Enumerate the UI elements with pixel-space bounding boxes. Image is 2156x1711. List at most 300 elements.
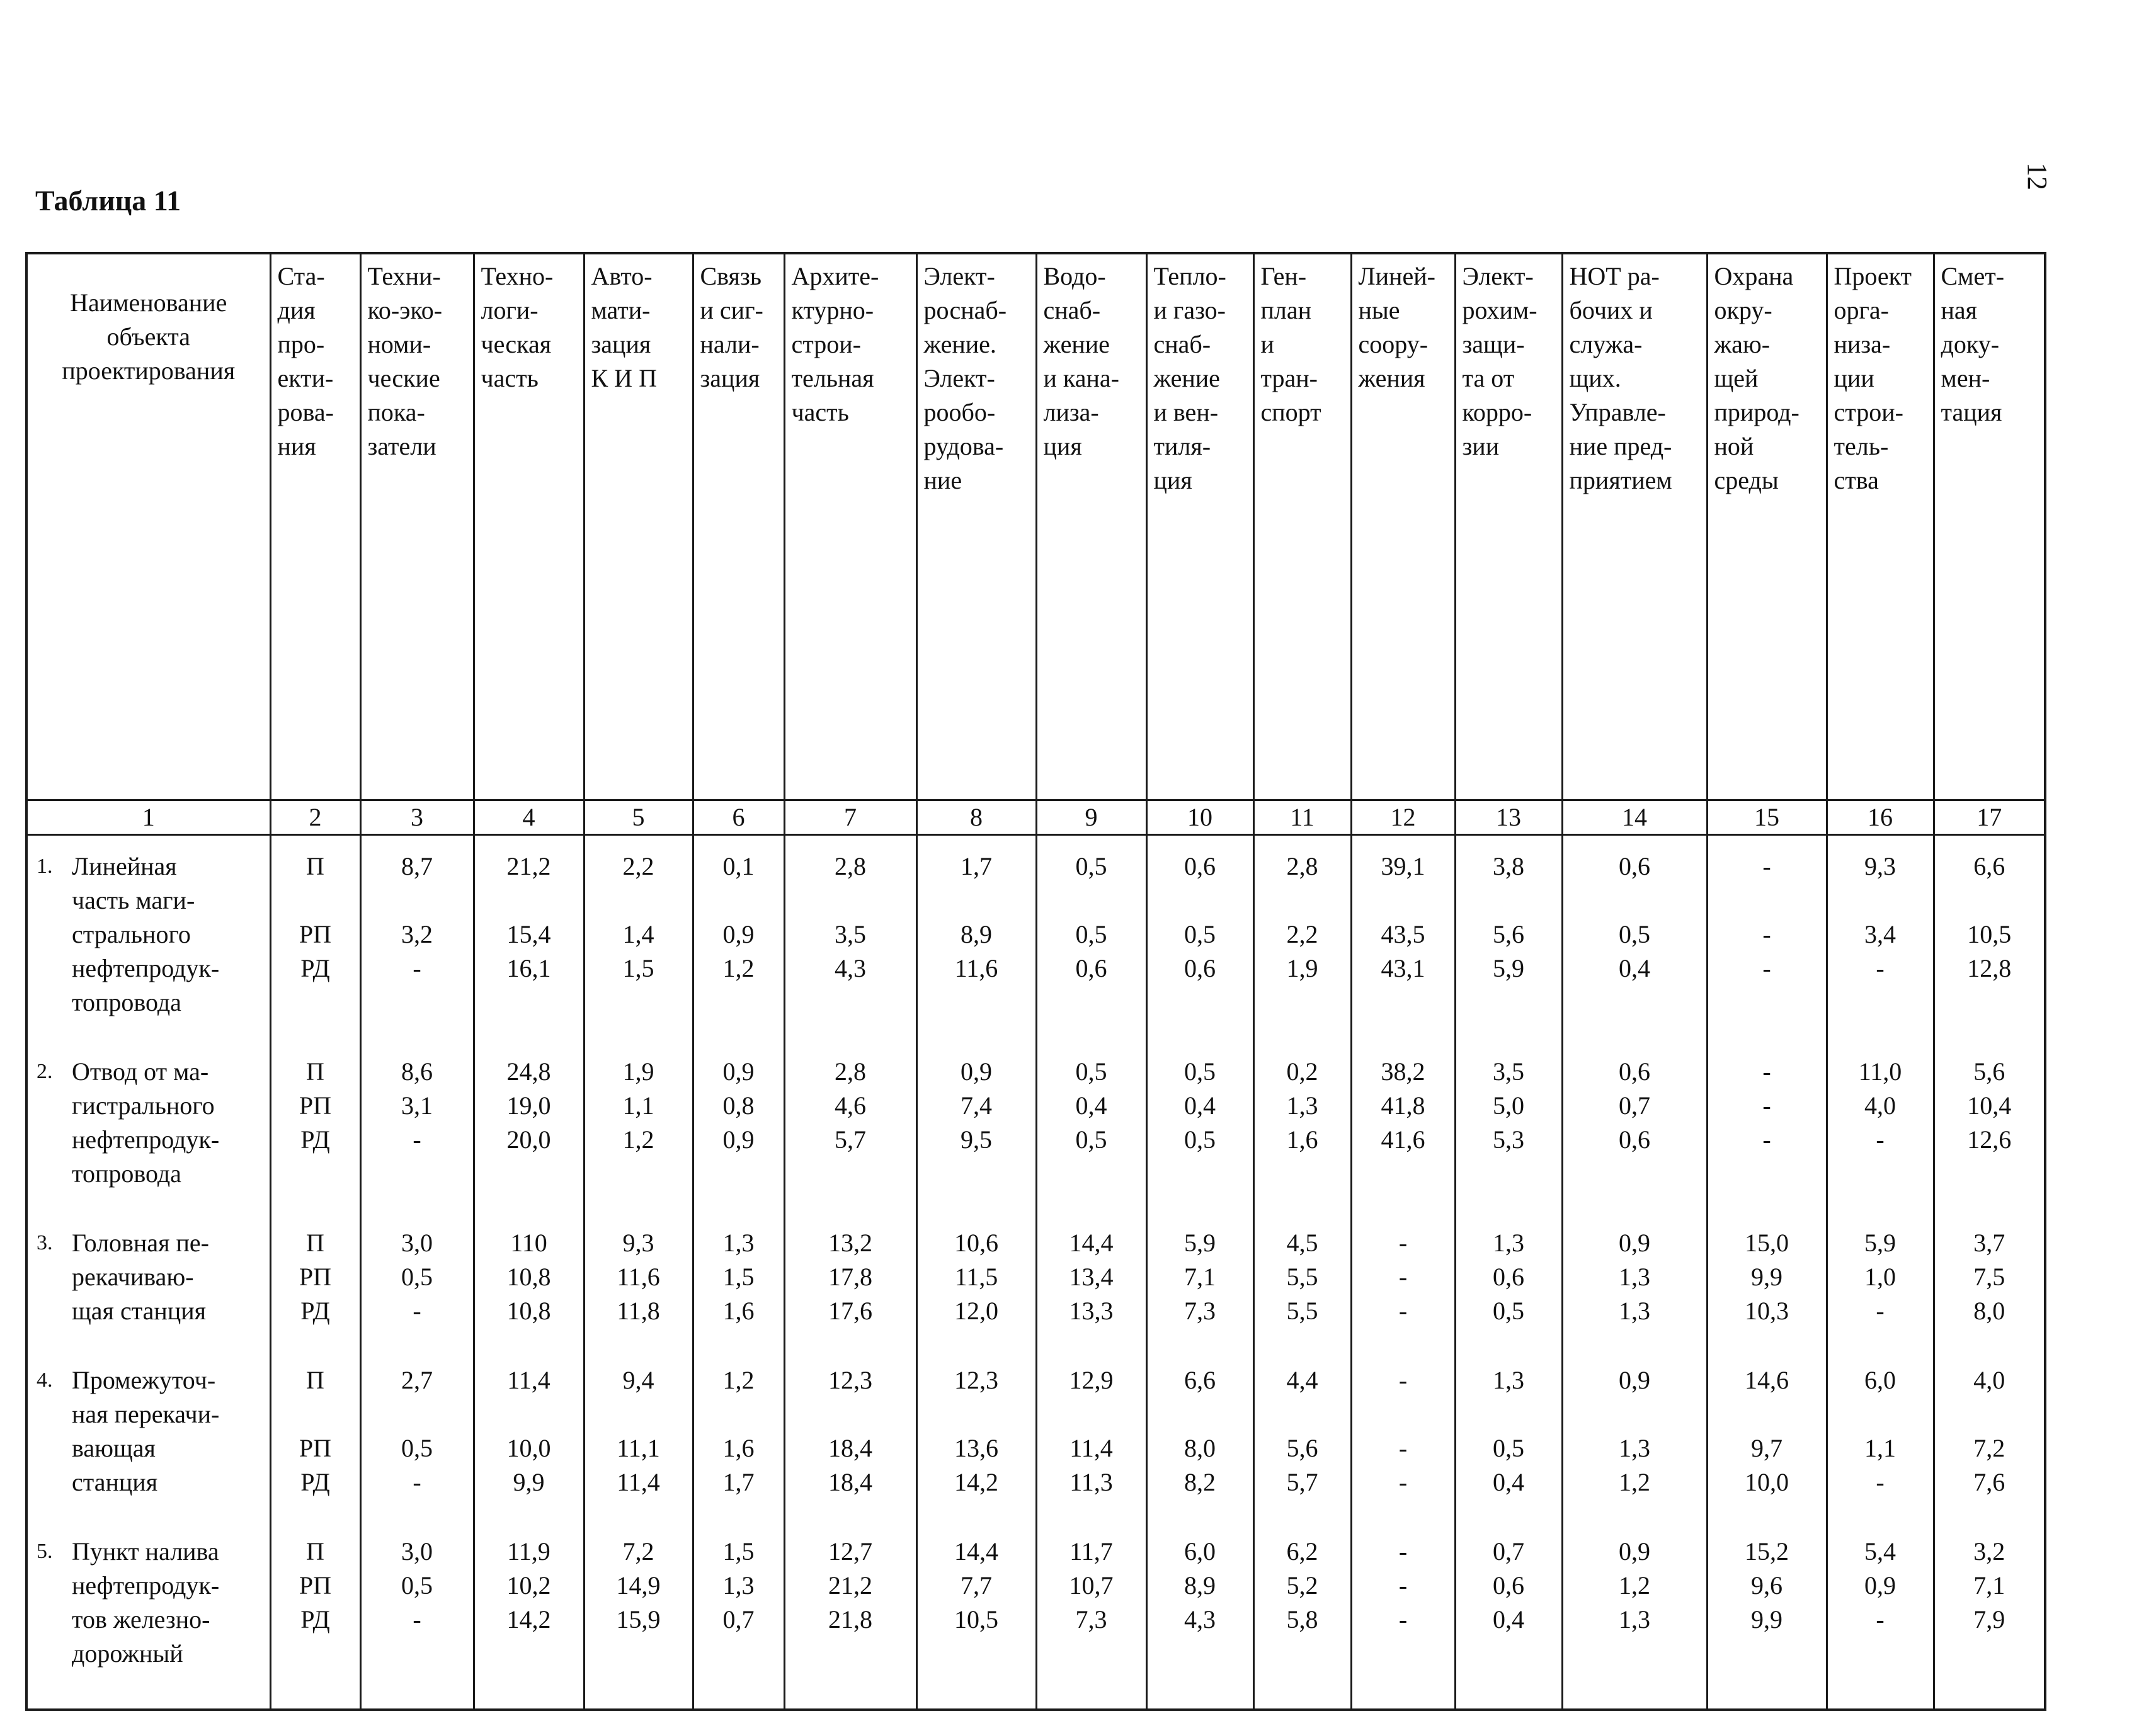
spacer-cell — [1036, 1499, 1146, 1535]
spacer-cell — [1455, 835, 1562, 850]
spacer-cell — [1562, 1671, 1707, 1710]
header-line: ческие — [367, 364, 440, 392]
spacer-cell — [916, 1328, 1036, 1363]
spacer-cell — [1562, 1328, 1707, 1363]
cell-value: - — [1762, 1125, 1771, 1154]
cell-value: 12,7 — [828, 1537, 872, 1566]
cell-value — [1352, 1397, 1454, 1431]
value-cell — [1253, 850, 1351, 1020]
cell-value: - — [413, 1297, 421, 1325]
row-number: 1. — [37, 855, 53, 878]
cell-value: 8,0 — [1973, 1297, 2005, 1325]
header-line: зация — [591, 330, 651, 358]
cell-value — [694, 884, 784, 918]
value-cell — [584, 1226, 693, 1328]
cell-value: 1,9 — [1286, 954, 1318, 982]
cell-value: 3,5 — [1493, 1057, 1524, 1086]
table-body — [26, 835, 2045, 1710]
spacer-cell — [1351, 1191, 1455, 1226]
cell-value: 9,3 — [1864, 852, 1896, 880]
cell-value: 10,6 — [954, 1229, 998, 1257]
cell-value: 1,4 — [622, 920, 654, 948]
cell-value: 2,8 — [1286, 852, 1318, 880]
value-cell — [693, 1055, 784, 1191]
cell-value: 6,6 — [1184, 1366, 1216, 1394]
value-cell — [1455, 1055, 1562, 1191]
cell-value: 4,5 — [1286, 1229, 1318, 1257]
cell-value: 6,0 — [1864, 1366, 1896, 1394]
stage-value: РП — [299, 1263, 332, 1291]
spacer-cell — [1707, 1020, 1827, 1055]
object-name-line: станция — [72, 1468, 158, 1496]
header-line: щей — [1714, 364, 1759, 392]
cell-value: 12,3 — [954, 1366, 998, 1394]
cell-value: 1,6 — [722, 1434, 755, 1462]
cell-value: 3,7 — [1973, 1229, 2005, 1257]
cell-value: 1,3 — [1619, 1263, 1650, 1291]
column-number-10: 10 — [1146, 800, 1253, 835]
cell-value: 1,1 — [1864, 1434, 1896, 1462]
cell-value — [1352, 884, 1454, 918]
cell-value: 10,7 — [1069, 1571, 1114, 1600]
spacer-cell — [1562, 1020, 1707, 1055]
cell-value: 1,3 — [1619, 1605, 1650, 1634]
value-cell — [1934, 1055, 2045, 1191]
cell-value: 7,6 — [1973, 1468, 2005, 1496]
value-cell — [693, 1226, 784, 1328]
value-cell — [916, 1226, 1036, 1328]
cell-value: 0,5 — [1184, 920, 1216, 948]
cell-value: 1,5 — [622, 954, 654, 982]
value-cell — [474, 1363, 584, 1499]
header-line: приятием — [1569, 466, 1672, 494]
cell-value: 11,8 — [617, 1297, 660, 1325]
value-cell — [1562, 1535, 1707, 1671]
cell-value: 14,6 — [1745, 1366, 1789, 1394]
header-line: ние — [923, 466, 962, 494]
object-name-line: топровода — [72, 1159, 181, 1188]
cell-value: 10,0 — [1745, 1468, 1789, 1496]
cell-value: 12,3 — [828, 1366, 872, 1394]
cell-value: 5,5 — [1286, 1297, 1318, 1325]
header-line: Техни- — [367, 262, 441, 290]
column-number-13: 13 — [1455, 800, 1562, 835]
header-line: рова- — [277, 398, 334, 426]
value-cell — [784, 1055, 916, 1191]
cell-value: 11,5 — [954, 1263, 998, 1291]
spacer-cell — [1562, 835, 1707, 850]
row-number: 5. — [37, 1540, 53, 1563]
cell-value: 0,4 — [1493, 1605, 1524, 1634]
cell-value: 0,5 — [401, 1571, 433, 1600]
cell-value: - — [1876, 1125, 1885, 1154]
value-cell — [916, 1535, 1036, 1671]
value-cell — [916, 1363, 1036, 1499]
column-header-11 — [1253, 253, 1351, 800]
cell-value: 0,9 — [1864, 1571, 1896, 1600]
spacer-cell — [1934, 1328, 2045, 1363]
value-cell — [916, 850, 1036, 1020]
cell-value: 17,8 — [828, 1263, 872, 1291]
column-number-4: 4 — [474, 800, 584, 835]
object-name-line: Пункт налива — [72, 1537, 219, 1566]
cell-value: 0,9 — [961, 1057, 992, 1086]
spacer-cell — [474, 835, 584, 850]
spacer-cell — [784, 1191, 916, 1226]
header-line: жение — [1043, 330, 1110, 358]
header-line: среды — [1714, 466, 1779, 494]
cell-value: 0,6 — [1619, 852, 1650, 880]
cell-value: 10,5 — [1967, 920, 2012, 948]
spacer-cell — [1562, 1499, 1707, 1535]
cell-value — [785, 1397, 916, 1431]
header-line: ческая — [481, 330, 552, 358]
cell-value — [1935, 1397, 2045, 1431]
cell-value — [918, 1397, 1035, 1431]
header-line: ции — [1834, 364, 1874, 392]
cell-value: 1,2 — [622, 1125, 654, 1154]
design-cost-table — [25, 252, 2046, 1711]
cell-value: 5,9 — [1184, 1229, 1216, 1257]
value-cell — [1253, 1055, 1351, 1191]
spacer-cell — [1934, 1191, 2045, 1226]
spacer-cell — [1707, 835, 1827, 850]
stage-value — [271, 1397, 360, 1431]
value-cell — [1707, 1363, 1827, 1499]
cell-value: - — [1876, 1468, 1885, 1496]
value-cell — [360, 1363, 474, 1499]
stage-value: РД — [300, 1605, 330, 1634]
value-cell — [1562, 1055, 1707, 1191]
cell-value: 0,4 — [1184, 1091, 1216, 1120]
header-line: план — [1260, 296, 1312, 324]
header-line: низа- — [1834, 330, 1891, 358]
cell-value: 5,8 — [1286, 1605, 1318, 1634]
value-cell — [1146, 1055, 1253, 1191]
cell-value: 110 — [510, 1229, 547, 1257]
header-line: служа- — [1569, 330, 1643, 358]
value-cell — [360, 1055, 474, 1191]
object-name-line: тов железно- — [72, 1605, 210, 1634]
cell-value — [1148, 1397, 1253, 1431]
cell-value: - — [413, 1605, 421, 1634]
spacer-cell — [26, 1020, 270, 1055]
cell-value — [475, 1397, 583, 1431]
header-line: Техно- — [481, 262, 554, 290]
cell-value: - — [1398, 1297, 1408, 1325]
spacer-cell — [1253, 1671, 1351, 1710]
cell-value: 0,5 — [401, 1434, 433, 1462]
stage-value: РД — [300, 1297, 330, 1325]
cell-value — [1456, 1397, 1561, 1431]
spacer-cell — [1707, 1671, 1827, 1710]
spacer-cell — [360, 835, 474, 850]
spacer-cell — [1146, 1328, 1253, 1363]
row-number: 4. — [37, 1368, 53, 1392]
value-cell — [1707, 1535, 1827, 1671]
cell-value: 5,9 — [1864, 1229, 1896, 1257]
cell-value: - — [1398, 1366, 1408, 1394]
value-cell — [1036, 1363, 1146, 1499]
header-line: соору- — [1358, 330, 1429, 358]
spacer-cell — [1455, 1671, 1562, 1710]
header-line: ной — [1714, 432, 1754, 460]
value-cell — [360, 1535, 474, 1671]
row-number: 3. — [37, 1231, 53, 1254]
cell-value: 0,5 — [1075, 1057, 1107, 1086]
spacer-cell — [360, 1191, 474, 1226]
spacer-cell — [1827, 1328, 1934, 1363]
header-line: Наименование — [70, 288, 227, 317]
spacer-cell — [1036, 1191, 1146, 1226]
cell-value: 21,2 — [828, 1571, 872, 1600]
header-line: снаб- — [1153, 330, 1211, 358]
stage-value: РП — [299, 1571, 332, 1600]
spacer-cell — [1934, 1499, 2045, 1535]
cell-value: 8,9 — [961, 920, 992, 948]
value-cell — [1036, 850, 1146, 1020]
column-number-3: 3 — [360, 800, 474, 835]
header-line: зии — [1462, 432, 1500, 460]
object-name-line: нефтепродук- — [72, 954, 220, 982]
cell-value: 5,9 — [1493, 954, 1524, 982]
cell-value: - — [1398, 1468, 1408, 1496]
cell-value: - — [1398, 1571, 1408, 1600]
object-name-line: щая станция — [72, 1297, 207, 1325]
spacer-cell — [1351, 1020, 1455, 1055]
cell-value: 39,1 — [1381, 852, 1425, 880]
cell-value: - — [1398, 1537, 1408, 1566]
stage-value: РП — [299, 1091, 332, 1120]
stage-cell — [270, 1535, 360, 1671]
column-header-2 — [270, 253, 360, 800]
spacer-cell — [916, 1191, 1036, 1226]
table-title: Таблица 11 — [35, 185, 181, 217]
stage-cell — [270, 1363, 360, 1499]
cell-value: 14,9 — [616, 1571, 661, 1600]
header-line: пока- — [367, 398, 425, 426]
cell-value: 7,3 — [1075, 1605, 1107, 1634]
object-name-line: гистрального — [72, 1091, 215, 1120]
spacer-row — [26, 1191, 2045, 1226]
header-line: снаб- — [1043, 296, 1101, 324]
value-cell — [784, 1535, 916, 1671]
cell-value: 13,3 — [1069, 1297, 1114, 1325]
header-line: жение. — [923, 330, 996, 358]
cell-value: 1,7 — [722, 1468, 755, 1496]
cell-value: 7,1 — [1184, 1263, 1216, 1291]
cell-value: 17,6 — [828, 1297, 872, 1325]
cell-value: 16,1 — [506, 954, 551, 982]
header-line: та от — [1462, 364, 1515, 392]
cell-value: 15,4 — [506, 920, 551, 948]
spacer-cell — [784, 1671, 916, 1710]
cell-value — [475, 884, 583, 918]
cell-value — [1708, 1397, 1826, 1431]
column-header-17 — [1934, 253, 2045, 800]
spacer-cell — [270, 1191, 360, 1226]
value-cell — [1351, 1535, 1455, 1671]
cell-value — [362, 884, 473, 918]
cell-value: 7,2 — [622, 1537, 654, 1566]
cell-value — [1563, 884, 1706, 918]
header-line: корро- — [1462, 398, 1532, 426]
cell-value — [694, 1397, 784, 1431]
cell-value: 1,3 — [1286, 1091, 1318, 1120]
value-cell — [1934, 1226, 2045, 1328]
cell-value: 7,2 — [1973, 1434, 2005, 1462]
spacer-cell — [584, 835, 693, 850]
cell-value: 0,2 — [1286, 1057, 1318, 1086]
spacer-cell — [270, 1020, 360, 1055]
cell-value: 0,9 — [1619, 1229, 1650, 1257]
cell-value: 0,5 — [1493, 1297, 1524, 1325]
header-line: тран- — [1260, 364, 1318, 392]
cell-value: 0,5 — [1184, 1125, 1216, 1154]
cell-value: 7,5 — [1973, 1263, 2005, 1291]
cell-value: 2,2 — [1286, 920, 1318, 948]
cell-value: 1,7 — [961, 852, 992, 880]
header-line: Элект- — [923, 262, 995, 290]
cell-value: 0,6 — [1493, 1263, 1524, 1291]
cell-value: 8,9 — [1184, 1571, 1216, 1600]
spacer-cell — [26, 1499, 270, 1535]
spacer-row — [26, 1020, 2045, 1055]
object-name-cell — [26, 1226, 270, 1328]
spacer-cell — [693, 1671, 784, 1710]
header-line: тация — [1941, 398, 2002, 426]
spacer-cell — [1455, 1020, 1562, 1055]
header-line: тельная — [791, 364, 874, 392]
header-line: рообо- — [923, 398, 996, 426]
spacer-cell — [270, 1328, 360, 1363]
cell-value — [1037, 884, 1146, 918]
value-cell — [1827, 1055, 1934, 1191]
cell-value: 2,2 — [622, 852, 654, 880]
object-name-line: Линейная — [72, 852, 177, 880]
spacer-cell — [916, 1020, 1036, 1055]
cell-value: 1,3 — [1493, 1366, 1524, 1394]
spacer-cell — [1827, 1191, 1934, 1226]
cell-value: 4,6 — [835, 1091, 866, 1120]
table-row — [26, 1535, 2045, 1671]
header-line: дия — [277, 296, 316, 324]
spacer-cell — [1455, 1328, 1562, 1363]
spacer-cell — [474, 1191, 584, 1226]
spacer-cell — [1146, 1499, 1253, 1535]
cell-value: 20,0 — [506, 1125, 551, 1154]
column-header-6 — [693, 253, 784, 800]
table-row — [26, 1226, 2045, 1328]
cell-value: 10,0 — [506, 1434, 551, 1462]
spacer-cell — [1351, 1499, 1455, 1535]
cell-value: 0,6 — [1184, 852, 1216, 880]
cell-value: - — [1398, 1605, 1408, 1634]
stage-value — [271, 884, 360, 918]
value-cell — [1146, 850, 1253, 1020]
cell-value: 3,2 — [1973, 1537, 2005, 1566]
cell-value: 0,5 — [1493, 1434, 1524, 1462]
spacer-cell — [1827, 1671, 1934, 1710]
cell-value: 15,2 — [1745, 1537, 1789, 1566]
cell-value: 6,6 — [1973, 852, 2005, 880]
cell-value: - — [1762, 1057, 1771, 1086]
cell-value: 10,5 — [954, 1605, 998, 1634]
cell-value: 5,6 — [1973, 1057, 2005, 1086]
cell-value — [1828, 1397, 1933, 1431]
spacer-cell — [474, 1671, 584, 1710]
cell-value: 3,0 — [401, 1229, 433, 1257]
cell-value: 1,5 — [722, 1263, 755, 1291]
header-row — [26, 253, 2045, 800]
cell-value: 7,4 — [961, 1091, 992, 1120]
cell-value — [1255, 1397, 1350, 1431]
spacer-cell — [270, 835, 360, 850]
value-cell — [1827, 1226, 1934, 1328]
cell-value: 3,5 — [835, 920, 866, 948]
column-number-12: 12 — [1351, 800, 1455, 835]
cell-value: 7,9 — [1973, 1605, 2005, 1634]
cell-value: 9,4 — [622, 1366, 654, 1394]
header-line: часть — [791, 398, 849, 426]
cell-value: 14,4 — [1069, 1229, 1114, 1257]
cell-value: 0,4 — [1619, 954, 1650, 982]
cell-value: 0,1 — [722, 852, 755, 880]
stage-value: РД — [300, 954, 330, 982]
spacer-cell — [1036, 835, 1146, 850]
spacer-cell — [1253, 1020, 1351, 1055]
header-line: зация — [700, 364, 760, 392]
object-name-cell — [26, 1363, 270, 1499]
stage-value: РП — [299, 1434, 332, 1462]
header-line: жение — [1153, 364, 1220, 392]
cell-value: 0,9 — [1619, 1537, 1650, 1566]
cell-value: 7,3 — [1184, 1297, 1216, 1325]
value-cell — [784, 1226, 916, 1328]
column-number-7: 7 — [784, 800, 916, 835]
column-header-7 — [784, 253, 916, 800]
cell-value: 9,3 — [622, 1229, 654, 1257]
cell-value: 5,3 — [1493, 1125, 1524, 1154]
cell-value: - — [1398, 1263, 1408, 1291]
table-row — [26, 1363, 2045, 1499]
cell-value: 0,9 — [722, 920, 755, 948]
spacer-cell — [693, 1499, 784, 1535]
spacer-cell — [1562, 1191, 1707, 1226]
cell-value: 1,1 — [622, 1091, 654, 1120]
cell-value: 0,4 — [1075, 1091, 1107, 1120]
value-cell — [1562, 850, 1707, 1020]
cell-value: 11,7 — [1069, 1537, 1113, 1566]
value-cell — [1253, 1363, 1351, 1499]
object-name-cell — [26, 1535, 270, 1671]
cell-value: - — [1398, 1229, 1408, 1257]
cell-value: 11,0 — [1858, 1057, 1902, 1086]
column-number-9: 9 — [1036, 800, 1146, 835]
spacer-cell — [1146, 835, 1253, 850]
spacer-cell — [584, 1499, 693, 1535]
cell-value: 9,6 — [1751, 1571, 1782, 1600]
cell-value: 5,5 — [1286, 1263, 1318, 1291]
cell-value: 1,3 — [1619, 1434, 1650, 1462]
cell-value: 6,0 — [1184, 1537, 1216, 1566]
header-line: НОТ ра- — [1569, 262, 1660, 290]
value-cell — [1146, 1363, 1253, 1499]
cell-value: 12,0 — [954, 1297, 998, 1325]
spacer-cell — [584, 1671, 693, 1710]
value-cell — [1562, 1226, 1707, 1328]
spacer-cell — [1253, 1499, 1351, 1535]
